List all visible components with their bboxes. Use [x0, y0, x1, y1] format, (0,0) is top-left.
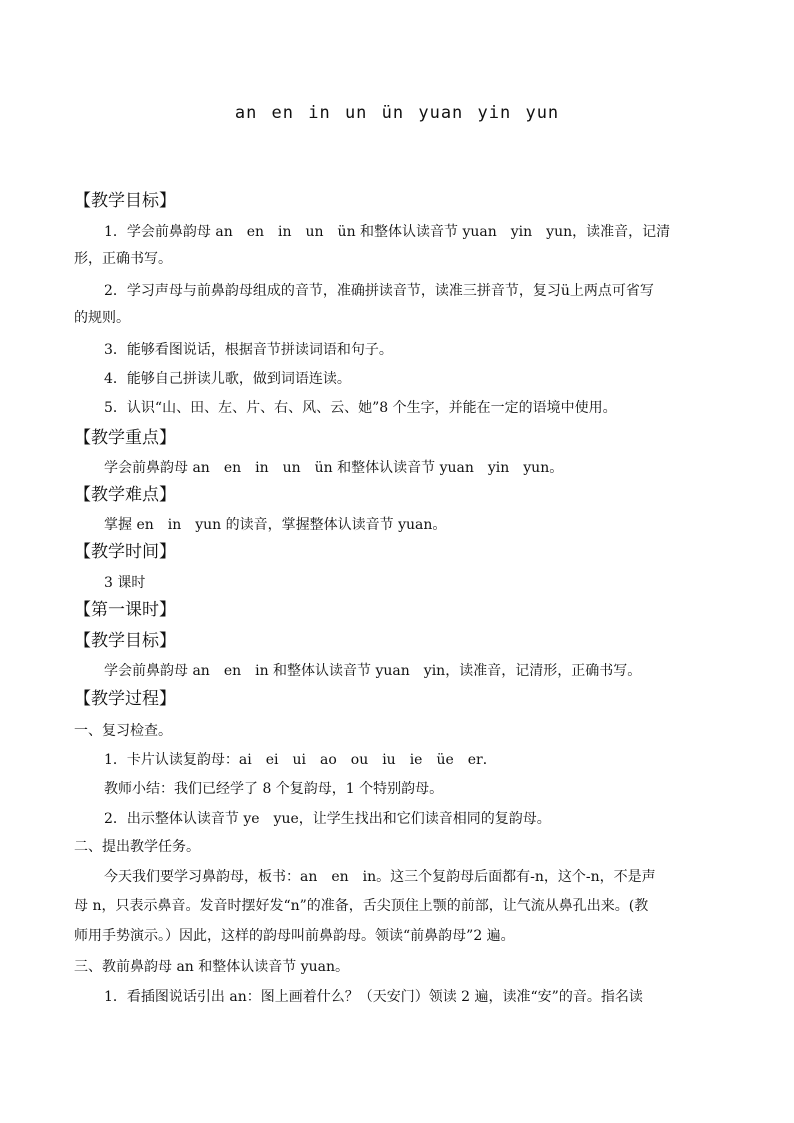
difficulties-text: 掌握 en in yun 的读音，掌握整体认读音节 yuan。 [104, 517, 447, 533]
goal-2-line-2: 的规则。 [74, 310, 130, 326]
page-title: an en in un ün yuan yin yun [234, 103, 560, 123]
step-1-item-2: 2．出示整体认读音节 ye yue，让学生找出和它们读音相同的复韵母。 [104, 811, 551, 827]
step-2-paragraph-line-2: 母 n，只表示鼻音。发音时摆好发“n”的准备，舌尖顶住上颚的前部，让气流从鼻孔出来。(教 [74, 898, 649, 914]
goal-3: 3．能够看图说话，根据音节拼读词语和句子。 [104, 342, 393, 358]
goal-2-line-1: 2．学习声母与前鼻韵母组成的音节，准确拼读音节，读准三拼音节，复习ü上两点可省写 [104, 283, 654, 299]
step-2-heading: 二、提出教学任务。 [74, 839, 200, 855]
lesson-goals-text: 学会前鼻韵母 an en in 和整体认读音节 yuan yin，读准音，记清形，正确书写。 [104, 663, 642, 679]
goal-1-line-1: 1．学会前鼻韵母 an en in un ün 和整体认读音节 yuan yin yun，读准音，记清 [104, 224, 671, 240]
step-1-summary: 教师小结：我们已经学了 8 个复韵母，1 个特别韵母。 [104, 781, 444, 797]
goal-5: 5．认识“山、田、左、片、右、风、云、她”8 个生字，并能在一定的语境中使用。 [104, 400, 617, 416]
section-heading-first-lesson: 【第一课时】 [74, 600, 176, 620]
goal-1-line-2: 形，正确书写。 [74, 251, 172, 267]
section-heading-difficulties: 【教学难点】 [74, 485, 176, 505]
key-points-text: 学会前鼻韵母 an en in un ün 和整体认读音节 yuan yin yun。 [104, 460, 564, 476]
step-2-paragraph-line-1: 今天我们要学习鼻韵母，板书：an en in。这三个复韵母后面都有-n，这个-n，不是声 [104, 869, 656, 885]
step-1-item-1: 1．卡片认读复韵母：ai ei ui ao ou iu ie üe er． [104, 752, 497, 768]
section-heading-teaching-time: 【教学时间】 [74, 542, 176, 562]
section-heading-teaching-process: 【教学过程】 [74, 689, 176, 709]
teaching-time-text: 3 课时 [104, 575, 146, 591]
section-heading-teaching-goals: 【教学目标】 [74, 191, 176, 211]
section-heading-key-points: 【教学重点】 [74, 428, 176, 448]
step-2-paragraph-line-3: 师用手势演示。）因此，这样的韵母叫前鼻韵母。领读“前鼻韵母”2 遍。 [74, 928, 515, 944]
step-1-heading: 一、复习检查。 [74, 723, 172, 739]
goal-4: 4．能够自己拼读儿歌，做到词语连读。 [104, 371, 351, 387]
step-3-heading: 三、教前鼻韵母 an 和整体认读音节 yuan。 [74, 959, 350, 975]
step-3-item-1: 1．看插图说话引出 an：图上画着什么？（天安门）领读 2 遍，读准“安”的音。指名读 [104, 989, 643, 1005]
section-heading-lesson-goals: 【教学目标】 [74, 631, 176, 651]
